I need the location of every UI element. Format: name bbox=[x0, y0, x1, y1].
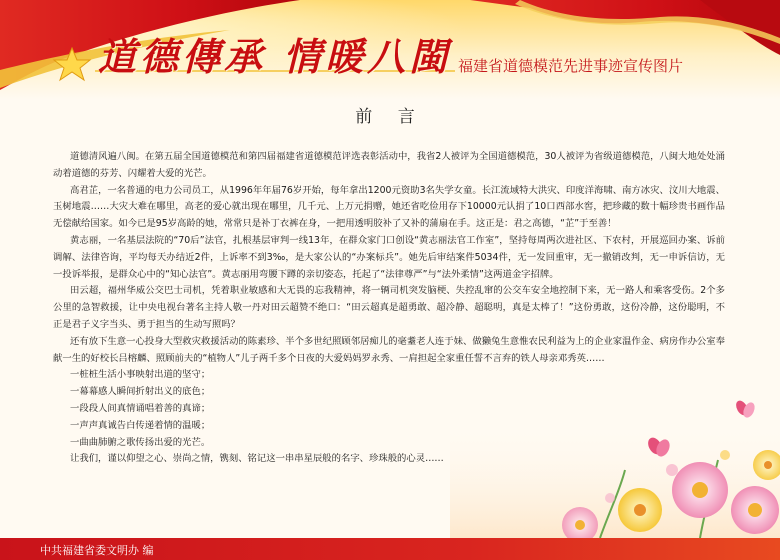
cosmos-flower-icon bbox=[672, 462, 728, 518]
paragraph: 高君芷，一名普通的电力公司员工，从1996年年届76岁开始，每年拿出1200元资助3名失学女童。长江流域特大洪灾、印度洋海啸、南方冰灾、汶川大地震、玉树地震……大灾大难在哪里，高老的爱心就出现在哪里，几千元、上万元捐赠，她还省吃俭用存下10000元认捐了10口西部水窖，把珍藏的数十幅珍贵书画作品无偿献给国家。如今已是95岁高龄的她，常常只是补丁衣裤在身，一把用透明胶补了又补的蒲扇在手。这正是：君之高德，“芷”于至善！ bbox=[53, 184, 725, 230]
calligraphy-title: 道德傳承 情暖八閩 bbox=[98, 34, 452, 79]
paragraph: 还有放下生意一心投身大型救灾救援活动的陈素珍、半个多世纪照顾邻居痴儿的毫耋老人连于妹、做獭兔生意惟农民利益为上的企业家温作金、病房作办公室奉献一生的好校长吕榕麟、照顾前夫的“植物人”儿子两千多个日夜的大爱妈妈罗永秀、一肩担起全家重任誓不言弃的铁人母亲邓秀英…… bbox=[53, 335, 725, 364]
poster-subtitle: 福建省道德模范先进事迹宣传图片 bbox=[458, 57, 684, 75]
header-banner bbox=[0, 0, 780, 100]
daisy-flower-icon bbox=[618, 488, 662, 532]
cosmos-flower-icon bbox=[731, 486, 779, 534]
preface-body bbox=[53, 149, 725, 468]
butterfly-icon bbox=[734, 399, 757, 420]
paragraph: 一幕幕感人瞬间折射出义的底色； bbox=[70, 386, 211, 398]
paragraph: 一声声真诚告白传递着情的温暖； bbox=[70, 419, 211, 431]
paragraph: 一段段人间真情诵唱着善的真谛； bbox=[70, 402, 211, 414]
paragraph: 一桩桩生活小事映射出道的坚守； bbox=[70, 369, 211, 381]
footer-credit: 中共福建省委文明办 编 bbox=[40, 544, 154, 557]
paragraph: 道德清风遍八闽。在第五届全国道德模范和第四届福建省道德模范评选表彰活动中，我省2人被评为全国道德模范，30人被评为省级道德模范，八闽大地处处涌动着道德的芬芳、闪耀着大爱的光芒。 bbox=[53, 151, 725, 179]
preface-heading: 前 言 bbox=[355, 107, 425, 127]
paragraph: 让我们，谨以仰望之心、崇尚之情，镌刻、铭记这一串串星辰般的名字、珍珠般的心灵…… bbox=[70, 453, 444, 465]
paragraph: 一曲曲肺腑之歌传扬出爱的光芒。 bbox=[70, 436, 211, 448]
paragraph: 黄志丽，一名基层法院的“70后”法官，扎根基层审判一线13年，在群众家门口创设“黄志丽法官工作室”，坚持每周两次进社区、下农村，开展巡回办案、诉前调解、法律咨询，平均每天办结近2件，上诉率不到3‰，是大家公认的“办案标兵”。她先后审结案件5034件，无一发回重审，无一撤销改判，无一申诉信访，无一投诉举报，是群众心中的“知心法官”。黄志丽用弯腰下蹲的亲切姿态，托起了“法律尊严”与“法外柔情”这两道金字招牌。 bbox=[53, 234, 725, 280]
paragraph: 田云超，福州华威公交巴士司机，凭着职业敏感和大无畏的忘我精神，将一辆司机突发脑梗、失控乱窜的公交车安全地控制下来，无一路人和乘客受伤。2个多公里的急智救援，让中央电视台著名主持人敬一丹对田云超赞不绝口：“田云超真是超勇敢、超冷静、超聪明，真是太棒了！”这份勇敢，这份冷静，这份聪明，不正是君子义字当头、勇于担当的生动写照吗？ bbox=[53, 285, 725, 330]
